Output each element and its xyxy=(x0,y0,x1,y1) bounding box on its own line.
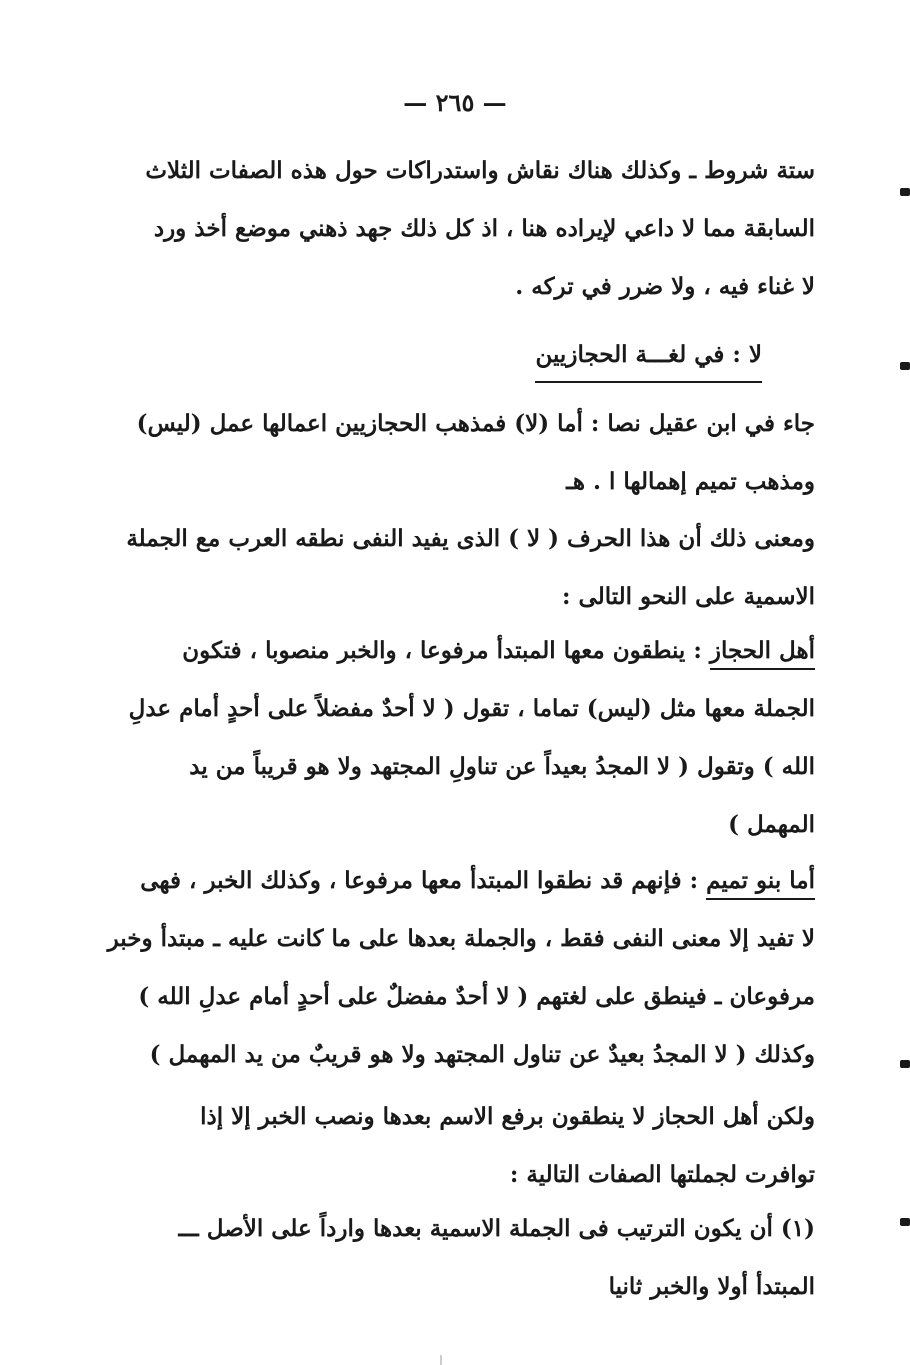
meaning-line-2: الاسمية على النحو التالى : xyxy=(562,583,815,610)
quote-paragraph xyxy=(136,395,815,511)
intro-paragraph xyxy=(145,142,815,316)
meaning-line-1: ومعنى ذلك أن هذا الحرف ( لا ) الذى يفيد النفى نطقه العرب مع الجملة xyxy=(126,525,815,552)
hijaz-paragraph xyxy=(128,622,815,854)
tamim-line-1 xyxy=(140,852,815,910)
condition-1-paragraph xyxy=(150,1200,815,1316)
tamim-paragraph xyxy=(107,852,815,1084)
tamim-label: أما بنو تميم xyxy=(706,867,815,900)
quote-line-1: جاء في ابن عقيل نصا : أما (لا) فمذهب الحجازيين اعمالها عمل (ليس) xyxy=(136,410,815,437)
tamim-line-3: مرفوعان ـ فينطق على لغتهم ( لا أحدٌ مفضلٌ على أحدٍ أمام عدلِ الله ) xyxy=(138,983,815,1010)
margin-mark xyxy=(900,188,910,196)
intro-line-3: لا غناء فيه ، ولا ضرر في تركه . xyxy=(515,273,815,300)
tamim-line-2: لا تفيد إلا معنى النفى فقط ، والجملة بعدها على ما كانت عليه ـ مبتدأ وخبر xyxy=(107,925,815,952)
intro-line-2: السابقة مما لا داعي لإيراده هنا ، اذ كل ذلك جهد ذهني موضع أخذ ورد xyxy=(153,215,815,242)
tamim-line-4: وكذلك ( لا المجدُ بعيدٌ عن تناول المجتهد ولا هو قريبٌ من يد المهمل ) xyxy=(149,1041,815,1068)
page-number: — ٢٦٥ — xyxy=(403,88,507,117)
margin-mark xyxy=(900,1218,910,1226)
margin-mark xyxy=(900,362,910,370)
hijaz-line-3: الله ) وتقول ( لا المجدُ بعيداً عن تناولِ المجتهد ولا هو قريباً من يد xyxy=(189,753,815,780)
hijaz-line-1-rest: : ينطقون معها المبتدأ مرفوعا ، والخبر منصوبا ، فتكون xyxy=(182,637,710,664)
scan-artifact xyxy=(440,1355,442,1365)
margin-mark xyxy=(900,1060,910,1068)
but-line-2: توافرت لجملتها الصفات التالية : xyxy=(509,1161,815,1188)
quote-line-2: ومذهب تميم إهمالها ا . هـ xyxy=(566,468,815,495)
hijaz-line-1 xyxy=(150,622,815,680)
section-heading: لا : في لغـــة الحجازيين xyxy=(535,335,762,383)
hijaz-line-2: الجملة معها مثل (ليس) تماما ، تقول ( لا أحدٌ مفضلاً على أحدٍ أمام عدلِ xyxy=(128,695,815,722)
hijaz-line-4: المهمل ) xyxy=(728,811,815,838)
but-line-1: ولكن أهل الحجاز لا ينطقون برفع الاسم بعدها ونصب الخبر إلا إذا xyxy=(200,1103,815,1130)
intro-line-1: ستة شروط ـ وكذلك هناك نقاش واستدراكات حول هذه الصفات الثلاث xyxy=(145,157,815,184)
condition-1-line-1: (١) أن يكون الترتيب فى الجملة الاسمية بعدها وارداً على الأصل ـــ xyxy=(178,1215,815,1242)
but-paragraph xyxy=(150,1088,815,1204)
tamim-line-1-rest: : فإنهم قد نطقوا المبتدأ معها مرفوعا ، وكذلك الخبر ، فهى xyxy=(140,867,707,894)
meaning-paragraph xyxy=(126,510,815,626)
condition-1-line-2: المبتدأ أولا والخبر ثانيا xyxy=(608,1273,815,1300)
hijaz-label: أهل الحجاز xyxy=(710,637,815,670)
